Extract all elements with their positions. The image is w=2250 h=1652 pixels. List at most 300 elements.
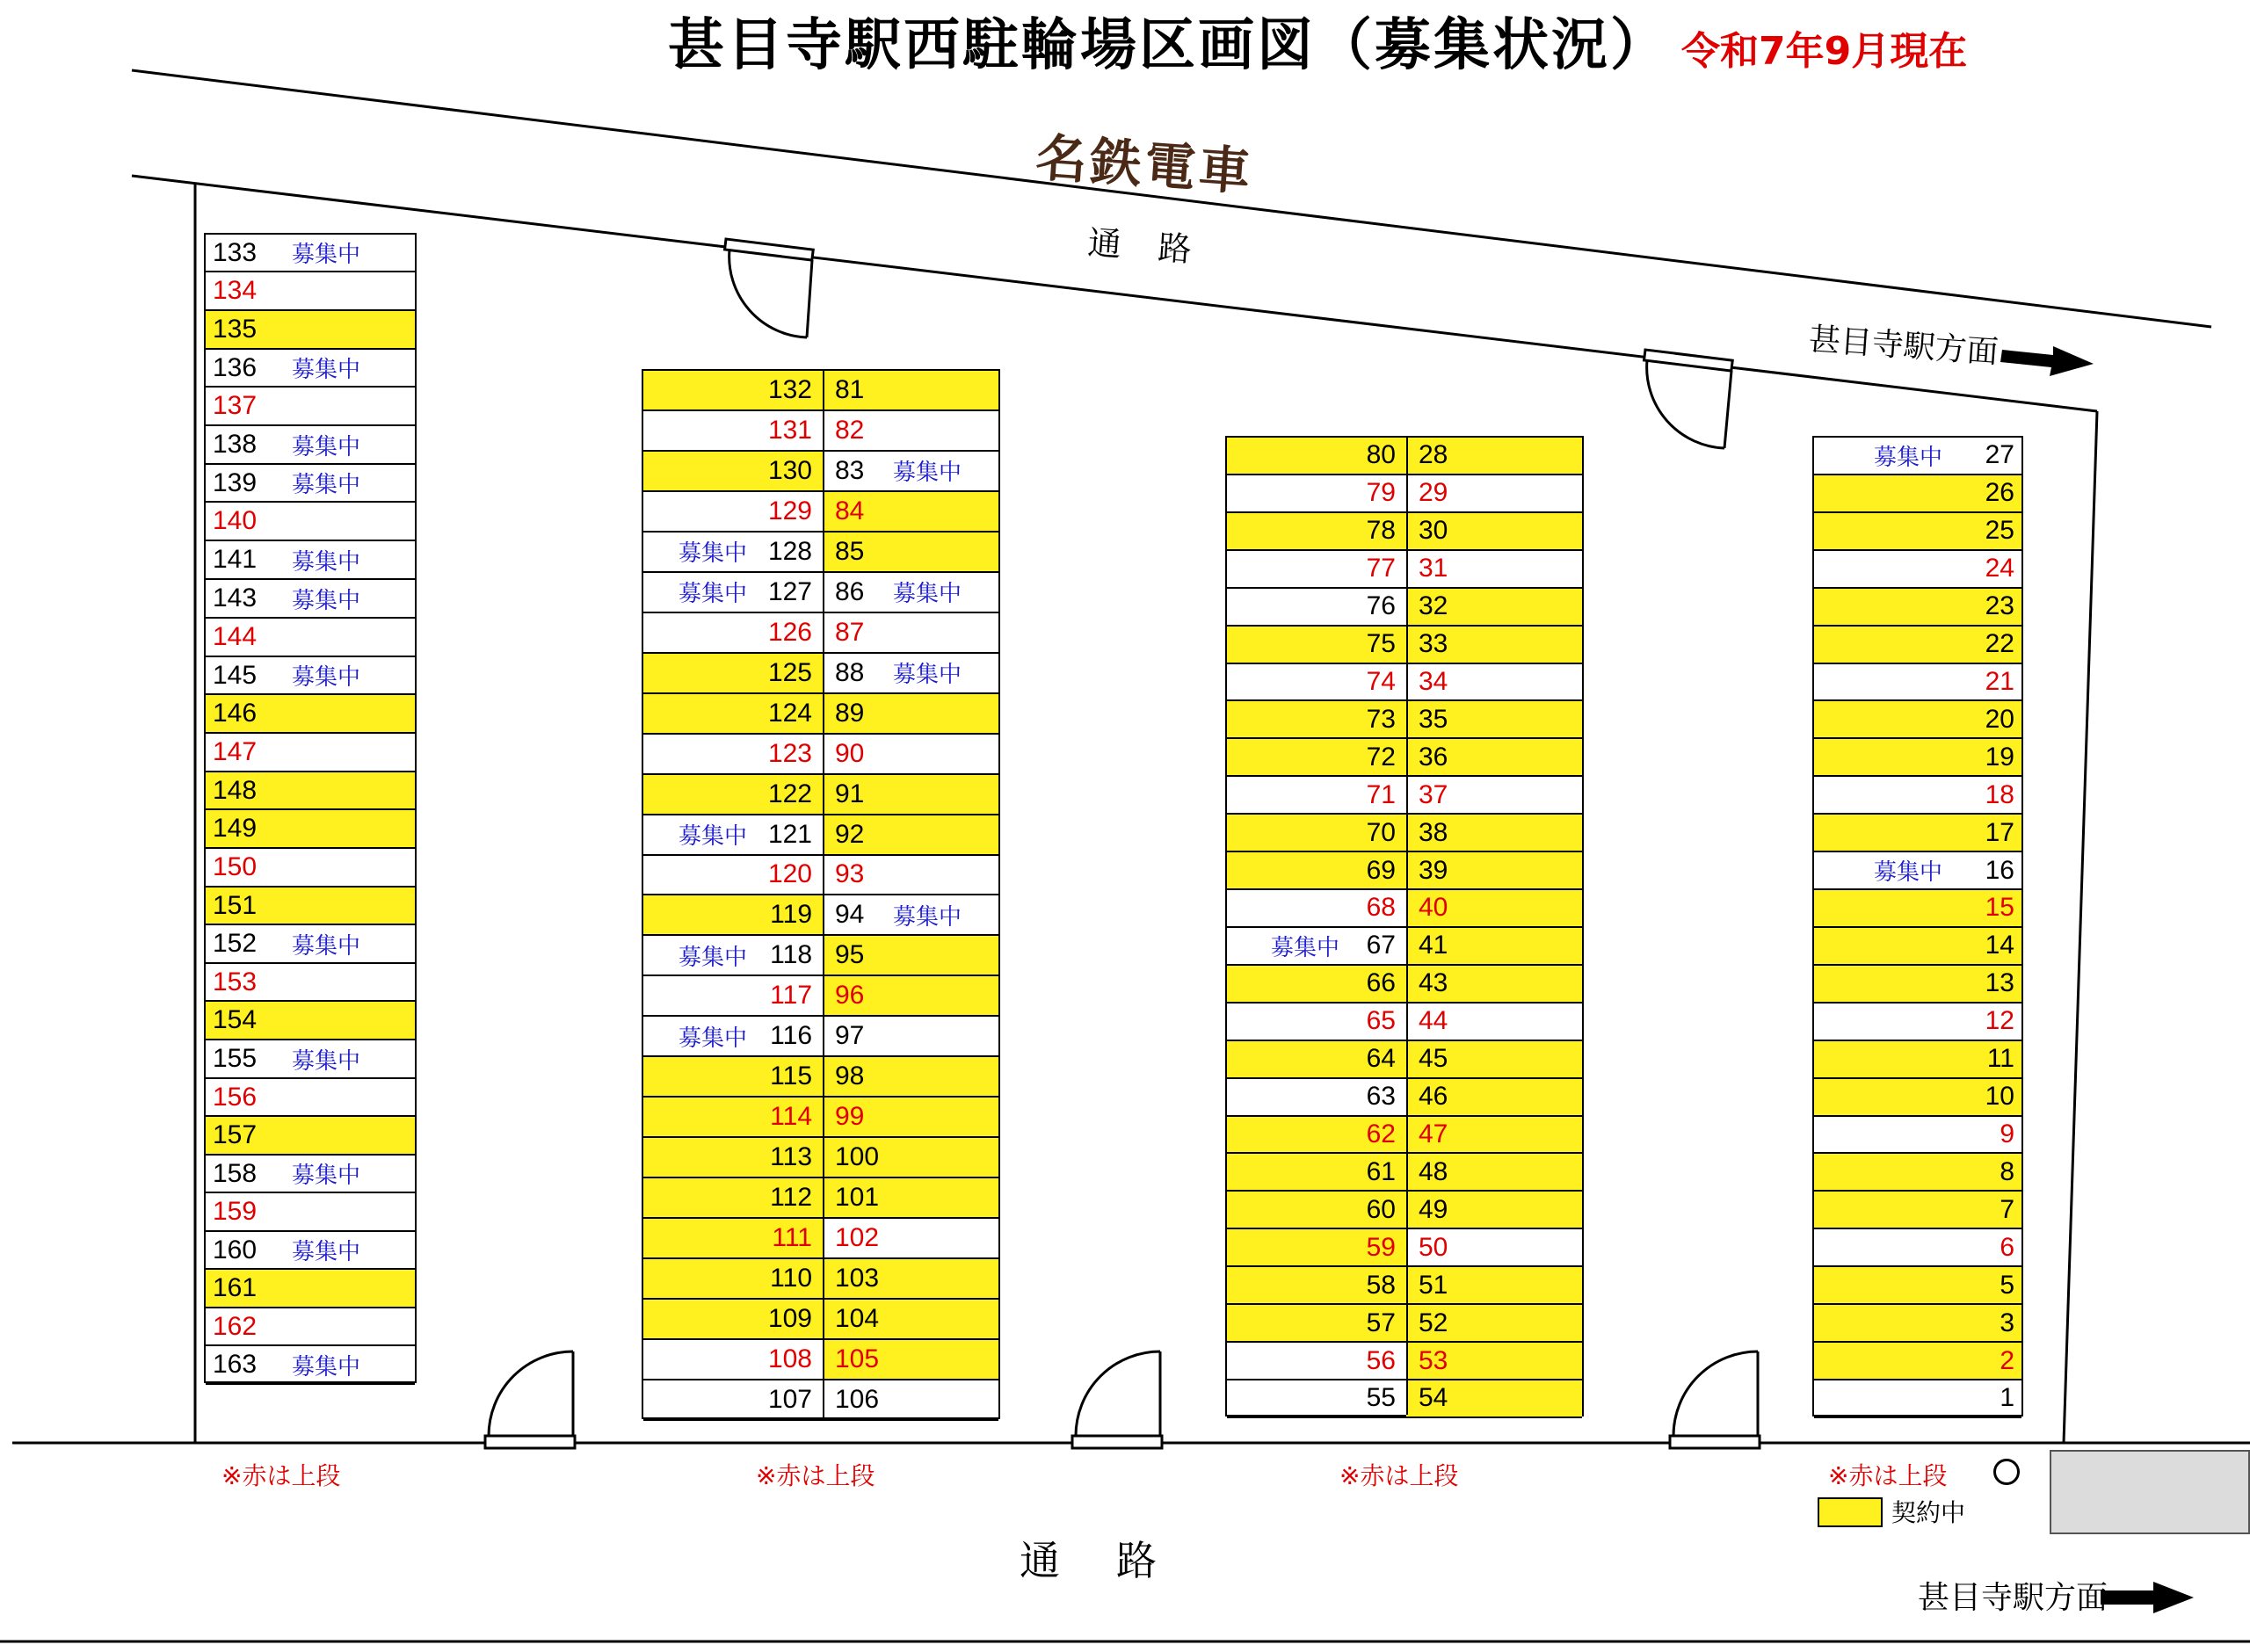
- parking-slot[interactable]: [1406, 627, 1582, 664]
- slot-number: 61: [1366, 1156, 1396, 1186]
- block-b: [642, 369, 1000, 1419]
- recruiting-label: 募集中: [679, 540, 748, 568]
- parking-slot[interactable]: [206, 1193, 415, 1232]
- parking-slot[interactable]: [1227, 589, 1406, 627]
- parking-slot[interactable]: [1227, 890, 1406, 928]
- parking-slot[interactable]: [823, 411, 998, 452]
- parking-slot[interactable]: [1814, 513, 2021, 551]
- parking-slot[interactable]: [1406, 1004, 1582, 1041]
- slot-number: 69: [1366, 855, 1396, 885]
- parking-slot[interactable]: [1406, 438, 1582, 475]
- slot-number: 112: [770, 1183, 812, 1213]
- parking-slot[interactable]: [643, 533, 823, 573]
- parking-slot[interactable]: [206, 388, 415, 426]
- parking-slot[interactable]: [823, 815, 998, 856]
- parking-slot[interactable]: [823, 1259, 998, 1300]
- slot-number: 104: [835, 1304, 880, 1334]
- parking-slot[interactable]: [643, 1057, 823, 1098]
- parking-slot[interactable]: [643, 775, 823, 815]
- parking-slot[interactable]: [206, 619, 415, 657]
- slot-number: 40: [1419, 893, 1448, 923]
- parking-slot[interactable]: [206, 426, 415, 465]
- slot-number: 74: [1366, 666, 1396, 696]
- parking-slot[interactable]: [1814, 1079, 2021, 1117]
- parking-slot[interactable]: [206, 235, 415, 272]
- parking-slot[interactable]: [1406, 852, 1582, 890]
- recruiting-label: 募集中: [292, 548, 361, 576]
- block-d: [1812, 436, 2023, 1417]
- top-door-right: [1644, 350, 1733, 448]
- parking-slot[interactable]: [1814, 475, 2021, 513]
- parking-slot[interactable]: [643, 1219, 823, 1259]
- parking-slot[interactable]: [1814, 701, 2021, 739]
- parking-slot[interactable]: [1814, 890, 2021, 928]
- recruiting-label: 募集中: [893, 662, 962, 689]
- parking-slot[interactable]: [823, 1138, 998, 1178]
- slot-number: 162: [213, 1311, 258, 1341]
- slot-number: 160: [213, 1235, 258, 1264]
- parking-slot[interactable]: [1406, 475, 1582, 513]
- slot-number: 118: [770, 940, 812, 970]
- parking-slot[interactable]: [643, 976, 823, 1017]
- gray-structure: [2050, 1450, 2250, 1534]
- slot-number: 12: [1985, 1006, 2014, 1036]
- slot-number: 120: [767, 859, 812, 889]
- slot-number: 46: [1419, 1082, 1448, 1112]
- parking-slot[interactable]: [1227, 1305, 1406, 1343]
- parking-slot[interactable]: [206, 734, 415, 772]
- slot-number: 143: [213, 583, 258, 612]
- parking-slot[interactable]: [206, 772, 415, 810]
- parking-slot[interactable]: [823, 533, 998, 573]
- parking-slot[interactable]: [1227, 928, 1406, 966]
- parking-slot[interactable]: [206, 1232, 415, 1270]
- recruiting-label: 募集中: [1874, 859, 1943, 887]
- slot-number: 62: [1366, 1119, 1396, 1148]
- recruiting-label: 募集中: [679, 944, 748, 971]
- parking-slot[interactable]: [1406, 1117, 1582, 1155]
- parking-slot[interactable]: [643, 452, 823, 492]
- parking-slot[interactable]: [1814, 852, 2021, 890]
- slot-number: 63: [1366, 1082, 1396, 1112]
- slot-number: 128: [767, 536, 812, 566]
- parking-slot[interactable]: [1406, 1041, 1582, 1079]
- slot-number: 34: [1419, 666, 1448, 696]
- parking-slot[interactable]: [206, 1270, 415, 1308]
- parking-slot[interactable]: [1814, 1041, 2021, 1079]
- slot-number: 121: [767, 819, 812, 849]
- slot-number: 98: [835, 1061, 865, 1091]
- parking-slot[interactable]: [1406, 1229, 1582, 1267]
- parking-slot[interactable]: [823, 1178, 998, 1219]
- parking-slot[interactable]: [1227, 1267, 1406, 1305]
- slot-number: 50: [1419, 1232, 1448, 1262]
- parking-slot[interactable]: [823, 1219, 998, 1259]
- slot-number: 9: [2000, 1119, 2014, 1148]
- parking-slot[interactable]: [1814, 1305, 2021, 1343]
- parking-slot[interactable]: [206, 964, 415, 1002]
- parking-slot[interactable]: [1406, 1343, 1582, 1380]
- parking-slot[interactable]: [1814, 928, 2021, 966]
- recruiting-label: 募集中: [292, 1047, 361, 1075]
- recruiting-label: 募集中: [292, 472, 361, 498]
- parking-slot[interactable]: [1406, 589, 1582, 627]
- direction-label-top: 甚目寺駅方面: [1807, 321, 2000, 371]
- slot-number: 161: [213, 1273, 258, 1302]
- parking-slot[interactable]: [643, 654, 823, 694]
- parking-slot[interactable]: [1227, 1004, 1406, 1041]
- note-upper-tier-b: ※赤は上段: [756, 1461, 875, 1490]
- parking-slot[interactable]: [823, 856, 998, 896]
- parking-slot[interactable]: [1814, 1192, 2021, 1229]
- slot-number: 163: [213, 1350, 258, 1379]
- slot-number: 57: [1366, 1308, 1396, 1337]
- parking-slot[interactable]: [1814, 739, 2021, 777]
- slot-number: 130: [767, 455, 812, 485]
- slot-number: 82: [835, 415, 865, 445]
- parking-slot[interactable]: [1406, 1079, 1582, 1117]
- parking-slot[interactable]: [1227, 701, 1406, 739]
- recruiting-label: 募集中: [679, 581, 748, 608]
- slot-number: 14: [1985, 931, 2014, 960]
- block-a: [204, 233, 417, 1383]
- slot-number: 66: [1366, 968, 1396, 998]
- slot-number: 83: [835, 455, 865, 485]
- parking-slot[interactable]: [1227, 664, 1406, 702]
- slot-number: 65: [1366, 1006, 1396, 1036]
- slot-number: 39: [1419, 855, 1448, 885]
- note-upper-tier-c: ※赤は上段: [1339, 1461, 1459, 1490]
- parking-slot[interactable]: [206, 465, 415, 503]
- parking-slot[interactable]: [643, 1259, 823, 1300]
- slot-number: 68: [1366, 893, 1396, 923]
- parking-slot[interactable]: [1406, 966, 1582, 1004]
- slot-number: 17: [1985, 817, 2014, 847]
- slot-number: 158: [213, 1158, 258, 1188]
- slot-number: 47: [1419, 1119, 1448, 1148]
- parking-slot[interactable]: [1227, 739, 1406, 777]
- parking-slot[interactable]: [823, 1017, 998, 1057]
- slot-number: 41: [1419, 931, 1448, 960]
- parking-slot[interactable]: [1406, 1154, 1582, 1192]
- slot-number: 92: [835, 819, 865, 849]
- parking-slot[interactable]: [1814, 1229, 2021, 1267]
- parking-slot[interactable]: [823, 895, 998, 936]
- parking-slot[interactable]: [1227, 966, 1406, 1004]
- parking-slot[interactable]: [1406, 664, 1582, 702]
- parking-slot[interactable]: [1814, 627, 2021, 664]
- slot-number: 43: [1419, 968, 1448, 998]
- parking-slot[interactable]: [1227, 1041, 1406, 1079]
- parking-slot[interactable]: [823, 735, 998, 775]
- parking-slot[interactable]: [823, 492, 998, 533]
- slot-number: 87: [835, 617, 865, 647]
- parking-slot[interactable]: [206, 849, 415, 888]
- recruiting-label: 募集中: [893, 903, 962, 931]
- parking-slot[interactable]: [643, 1138, 823, 1178]
- road-label-bottom: 通路: [1020, 1537, 1213, 1584]
- slot-number: 144: [213, 622, 258, 651]
- slot-number: 153: [213, 967, 258, 996]
- parking-slot[interactable]: [206, 888, 415, 925]
- parking-slot[interactable]: [643, 1300, 823, 1340]
- slot-number: 27: [1985, 440, 2014, 470]
- parking-slot[interactable]: [1406, 701, 1582, 739]
- parking-slot[interactable]: [1227, 438, 1406, 475]
- slot-number: 109: [767, 1304, 812, 1334]
- slot-number: 110: [770, 1264, 812, 1293]
- slot-number: 25: [1985, 516, 2014, 546]
- slot-number: 75: [1366, 629, 1396, 659]
- slot-number: 115: [770, 1061, 812, 1091]
- parking-slot[interactable]: [1227, 852, 1406, 890]
- parking-slot[interactable]: [1227, 513, 1406, 551]
- slot-number: 113: [770, 1142, 812, 1172]
- parking-slot[interactable]: [643, 856, 823, 896]
- slot-number: 137: [213, 391, 258, 420]
- slot-number: 106: [835, 1384, 880, 1414]
- parking-slot[interactable]: [1406, 928, 1582, 966]
- slot-number: 99: [835, 1102, 865, 1132]
- parking-slot[interactable]: [1406, 739, 1582, 777]
- parking-slot[interactable]: [1814, 815, 2021, 852]
- parking-slot[interactable]: [1227, 1192, 1406, 1229]
- slot-number: 18: [1985, 779, 2014, 809]
- recruiting-label: 募集中: [292, 1239, 361, 1265]
- parking-slot[interactable]: [823, 654, 998, 694]
- recruiting-label: 募集中: [1874, 444, 1943, 471]
- slot-number: 60: [1366, 1194, 1396, 1224]
- parking-slot[interactable]: [206, 657, 415, 695]
- parking-slot[interactable]: [206, 1117, 415, 1156]
- parking-slot[interactable]: [823, 1300, 998, 1340]
- parking-slot[interactable]: [1814, 1117, 2021, 1155]
- slot-number: 38: [1419, 817, 1448, 847]
- parking-slot[interactable]: [1227, 475, 1406, 513]
- parking-slot[interactable]: [206, 1040, 415, 1079]
- parking-slot[interactable]: [1227, 1343, 1406, 1380]
- slot-number: 2: [2000, 1345, 2014, 1375]
- parking-slot[interactable]: [206, 925, 415, 964]
- parking-slot[interactable]: [1227, 1154, 1406, 1192]
- slot-number: 21: [1985, 666, 2014, 696]
- parking-slot[interactable]: [643, 573, 823, 613]
- slot-number: 80: [1366, 440, 1396, 470]
- slot-number: 28: [1419, 440, 1448, 470]
- recruiting-label: 募集中: [292, 587, 361, 614]
- slot-number: 78: [1366, 516, 1396, 546]
- parking-slot[interactable]: [823, 1098, 998, 1138]
- parking-slot[interactable]: [206, 810, 415, 849]
- recruiting-label: 募集中: [292, 433, 361, 460]
- bottom-door-1: [485, 1351, 575, 1448]
- slot-number: 73: [1366, 704, 1396, 734]
- parking-slot[interactable]: [1814, 551, 2021, 589]
- recruiting-label: 募集中: [292, 1353, 361, 1380]
- recruiting-label: 募集中: [1271, 934, 1340, 961]
- recruiting-label: 募集中: [292, 242, 361, 268]
- note-upper-tier-a: ※赤は上段: [221, 1461, 341, 1490]
- parking-slot[interactable]: [1406, 551, 1582, 589]
- parking-slot[interactable]: [643, 694, 823, 735]
- parking-slot[interactable]: [1814, 664, 2021, 702]
- parking-slot[interactable]: [643, 815, 823, 856]
- parking-slot[interactable]: [643, 411, 823, 452]
- slot-number: 150: [213, 852, 258, 881]
- slot-number: 48: [1419, 1156, 1448, 1186]
- parking-slot[interactable]: [1814, 1380, 2021, 1418]
- parking-slot[interactable]: [823, 573, 998, 613]
- slot-number: 147: [213, 737, 258, 766]
- slot-number: 23: [1985, 591, 2014, 621]
- parking-slot[interactable]: [823, 1380, 998, 1421]
- note-upper-tier-d: ※赤は上段: [1828, 1461, 1948, 1490]
- parking-slot[interactable]: [643, 1017, 823, 1057]
- slot-number: 29: [1419, 478, 1448, 508]
- parking-slot[interactable]: [1227, 551, 1406, 589]
- slot-number: 32: [1419, 591, 1448, 621]
- slot-number: 133: [213, 237, 258, 267]
- parking-slot[interactable]: [206, 311, 415, 350]
- parking-slot[interactable]: [1406, 890, 1582, 928]
- parking-slot[interactable]: [1814, 589, 2021, 627]
- parking-slot[interactable]: [823, 775, 998, 815]
- slot-number: 59: [1366, 1232, 1396, 1262]
- slot-number: 90: [835, 738, 865, 768]
- arrow-right-icon-bottom: [2101, 1582, 2194, 1613]
- slot-number: 53: [1419, 1345, 1448, 1375]
- parking-slot[interactable]: [1406, 1380, 1582, 1418]
- parking-slot[interactable]: [1406, 815, 1582, 852]
- slot-number: 76: [1366, 591, 1396, 621]
- parking-slot[interactable]: [1227, 1380, 1406, 1418]
- slot-number: 96: [835, 981, 865, 1011]
- parking-slot[interactable]: [1406, 1267, 1582, 1305]
- parking-slot[interactable]: [206, 272, 415, 311]
- parking-slot[interactable]: [643, 1098, 823, 1138]
- parking-slot[interactable]: [823, 694, 998, 735]
- slot-number: 126: [767, 617, 812, 647]
- parking-slot[interactable]: [1227, 1117, 1406, 1155]
- parking-slot[interactable]: [1814, 438, 2021, 475]
- parking-slot[interactable]: [643, 371, 823, 411]
- slot-number: 8: [2000, 1156, 2014, 1186]
- slot-number: 64: [1366, 1044, 1396, 1074]
- parking-slot[interactable]: [1814, 966, 2021, 1004]
- slot-number: 108: [767, 1344, 812, 1373]
- slot-number: 52: [1419, 1308, 1448, 1337]
- parking-slot[interactable]: [643, 936, 823, 976]
- parking-slot[interactable]: [823, 1057, 998, 1098]
- parking-slot[interactable]: [823, 976, 998, 1017]
- parking-slot[interactable]: [206, 1002, 415, 1040]
- page-title-main: 甚目寺駅西駐輪場区画図（募集状況）: [668, 13, 1669, 78]
- recruiting-label: 募集中: [893, 460, 962, 487]
- parking-slot[interactable]: [206, 580, 415, 619]
- slot-number: 16: [1985, 855, 2014, 885]
- slot-number: 141: [213, 545, 258, 574]
- parking-slot[interactable]: [206, 1308, 415, 1346]
- parking-slot[interactable]: [1227, 815, 1406, 852]
- slot-number: 102: [835, 1223, 880, 1253]
- slot-number: 139: [213, 467, 258, 497]
- parking-slot[interactable]: [1406, 1192, 1582, 1229]
- railway-label: 名鉄電車: [1034, 127, 1256, 203]
- parking-slot[interactable]: [643, 492, 823, 533]
- slot-number: 45: [1419, 1044, 1448, 1074]
- recruiting-label: 募集中: [292, 932, 361, 960]
- parking-slot[interactable]: [206, 1079, 415, 1117]
- parking-slot[interactable]: [1814, 777, 2021, 815]
- recruiting-label: 募集中: [679, 1025, 748, 1052]
- parking-slot[interactable]: [1406, 513, 1582, 551]
- legend-contracted-label: 契約中: [1891, 1498, 1966, 1527]
- slot-number: 140: [213, 506, 258, 535]
- block-c: [1225, 436, 1584, 1417]
- parking-slot[interactable]: [643, 1178, 823, 1219]
- parking-slot[interactable]: [643, 613, 823, 654]
- parking-slot[interactable]: [206, 695, 415, 734]
- slot-number: 148: [213, 775, 258, 805]
- slot-number: 129: [767, 496, 812, 525]
- parking-slot[interactable]: [643, 735, 823, 775]
- slot-number: 149: [213, 814, 258, 843]
- parking-slot[interactable]: [1227, 777, 1406, 815]
- grid-divider: [823, 371, 824, 1417]
- parking-slot[interactable]: [823, 371, 998, 411]
- parking-slot[interactable]: [823, 613, 998, 654]
- parking-slot[interactable]: [823, 936, 998, 976]
- parking-slot[interactable]: [206, 541, 415, 580]
- slot-number: 132: [767, 374, 812, 404]
- slot-number: 15: [1985, 893, 2014, 923]
- parking-slot[interactable]: [643, 1340, 823, 1380]
- slot-number: 58: [1366, 1270, 1396, 1300]
- parking-slot[interactable]: [643, 895, 823, 936]
- parking-slot[interactable]: [1227, 627, 1406, 664]
- slot-number: 151: [213, 890, 258, 920]
- parking-slot[interactable]: [823, 1340, 998, 1380]
- parking-slot[interactable]: [206, 350, 415, 388]
- parking-slot[interactable]: [206, 1346, 415, 1385]
- parking-slot[interactable]: [1814, 1343, 2021, 1380]
- parking-slot[interactable]: [1406, 777, 1582, 815]
- road-label-top: 通路: [1086, 222, 1230, 272]
- slot-number: 70: [1366, 817, 1396, 847]
- parking-slot[interactable]: [1227, 1079, 1406, 1117]
- parking-slot[interactable]: [1227, 1229, 1406, 1267]
- slot-number: 81: [835, 374, 865, 404]
- slot-number: 77: [1366, 554, 1396, 583]
- parking-slot[interactable]: [823, 452, 998, 492]
- slot-number: 13: [1985, 968, 2014, 998]
- slot-number: 56: [1366, 1345, 1396, 1375]
- slot-number: 146: [213, 699, 258, 728]
- parking-slot[interactable]: [1814, 1004, 2021, 1041]
- parking-slot[interactable]: [643, 1380, 823, 1421]
- parking-slot[interactable]: [206, 1156, 415, 1193]
- parking-slot[interactable]: [206, 503, 415, 541]
- slot-number: 20: [1985, 704, 2014, 734]
- parking-slot[interactable]: [1814, 1267, 2021, 1305]
- slot-number: 111: [772, 1223, 812, 1253]
- parking-slot[interactable]: [1406, 1305, 1582, 1343]
- slot-number: 85: [835, 536, 865, 566]
- parking-slot[interactable]: [1814, 1154, 2021, 1192]
- slot-number: 71: [1366, 779, 1396, 809]
- slot-number: 154: [213, 1005, 258, 1034]
- slot-number: 117: [770, 981, 812, 1011]
